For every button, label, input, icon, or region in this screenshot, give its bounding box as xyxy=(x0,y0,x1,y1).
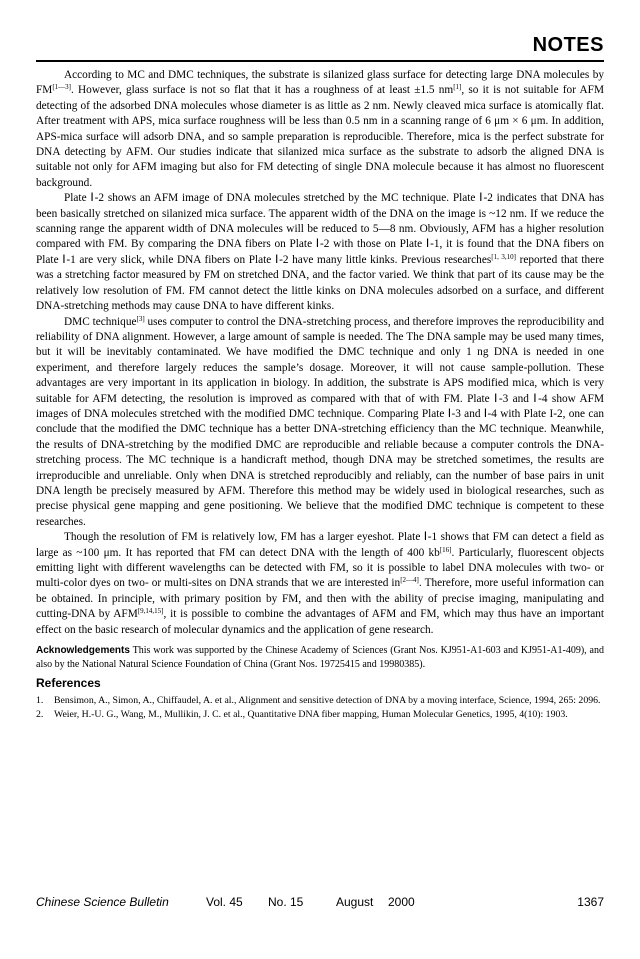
paragraph-text: . Therefore, more useful information can be obtained. In principle, with primary position by FM, and then with the ability of precise imaging, manipulating and cutting-DNA by AFM xyxy=(36,577,605,621)
paragraphs xyxy=(36,68,604,638)
footer-number: No. 15 xyxy=(268,895,304,909)
header-rule xyxy=(36,60,604,62)
paragraph-text: . Particularly, fluorescent objects emitting light with different wavelengths can be detected with FM, so it is possible to label DNA molecules with two- or multi-color dyes on two- or multi-sites on DNA strands that we are interested in xyxy=(36,546,604,590)
paragraph-text: According to MC and DMC techniques, the substrate is silanized glass surface for detecting large DNA molecules by FM xyxy=(36,69,604,97)
reference-list xyxy=(36,694,604,721)
footer-journal: Chinese Science Bulletin xyxy=(36,895,169,909)
citation-superscript: [9,14,15] xyxy=(137,607,164,616)
reference-item xyxy=(36,694,604,708)
footer-volume: Vol. 45 xyxy=(206,895,243,909)
paragraph-text: reported that there was a stretching factor measured by FM on stretched DNA, and the factor varied. We think that part of its cause may be the relatively low resolution of FM. FM cannot detect the little kinks on DNA molecules adsorbed on a surface, and different DNA-stretching methods may cause DNA to have different kinks. xyxy=(36,253,604,313)
body-paragraph xyxy=(36,530,604,638)
references-heading: References xyxy=(36,676,101,691)
citation-superscript: [1] xyxy=(453,83,462,92)
reference-text: Bensimon, A., Simon, A., Chiffaudel, A. et al., Alignment and sensitive detection of DNA by a moving interface, Science, 1994, 265: 2096. xyxy=(54,695,601,707)
citation-superscript: [2—4] xyxy=(400,576,419,585)
paragraph-text: DMC technique xyxy=(64,315,137,328)
reference-number: 1. xyxy=(36,695,44,707)
reference-text: Weier, H.-U. G., Wang, M., Mullikin, J. C. et al., Quantitative DNA fiber mapping, Human Molecular Genetics, 1995, 4(10): 1903. xyxy=(54,708,568,720)
paragraph-text: , so it is not suitable for AFM detecting of the adsorbed DNA molecules whose diameter is as little as 2 nm. Newly cleaved mica surface is atomically flat. After treatment with APS, mica surface roughness will be less than 0.5 nm in a scanning range of 6 μm × 6 μm. In addition, APS-mica surface will adsorb DNA, and so sample preparation is reproducible. Therefore, mica is the perfect substrate for DNA detecting by AFM. Our studies indicate that silanized mica surface as the substrate to adsorb the aligned DNA is suitable not only for AFM imaging but also for FM detecting of single DNA molecule because it has almost no fluorescent background. xyxy=(36,84,605,189)
paragraph-text: , it is possible to combine the advantages of AFM and FM, which may thus have an important effect on the basic research of molecular dynamics and the application of gene research. xyxy=(36,608,605,636)
body-paragraph xyxy=(36,68,604,191)
page-number: 1367 xyxy=(577,895,604,909)
citation-superscript: [1, 3,10] xyxy=(491,252,516,261)
reference-number: 2. xyxy=(36,708,44,720)
acknowledgements-text: This work was supported by the Chinese Academy of Sciences (Grant Nos. KJ951-A1-603 and KJ951-A1-409), and also by the National Natural Science Foundation of China (Grant Nos. 19725415 and 19980385). xyxy=(36,645,604,670)
citation-superscript: [16] xyxy=(439,545,452,554)
citation-superscript: [1—3] xyxy=(52,83,71,92)
section-title: NOTES xyxy=(532,34,604,56)
reference-item xyxy=(36,708,604,722)
paragraph-text: Though the resolution of FM is relatively low, FM has a larger eyeshot. Plate Ⅰ-1 shows that FM can detect a field as large as ~100 μm. It has reported that FM can detect DNA with the length of 400 kb xyxy=(36,531,604,559)
body-paragraph xyxy=(36,315,604,531)
citation-superscript: [3] xyxy=(136,314,145,323)
paragraph-text: . However, glass surface is not so flat that it has a roughness of at least ±1.5 nm xyxy=(71,84,454,97)
body-paragraph xyxy=(36,191,604,314)
paragraph-text: Plate Ⅰ-2 shows an AFM image of DNA molecules stretched by the MC technique. Plate Ⅰ-2 indicates that DNA has been basically stretched on silanized mica surface. The apparent width of the DNA on the image is ~12 nm. If we reduce the scanning range the apparent width of DNA molecules will be reduced to 5—8 nm. Obviously, AFM has a higher resolution compared with FM. By comparing the DNA fibers on Plate Ⅰ-2 with those on Plate Ⅰ-1, it is found that the DNA fibers on Plate Ⅰ-1 are very slick, while DNA fibers on Plate Ⅰ-2 have many little kinks. Previous researches xyxy=(36,192,604,266)
acknowledgements-label: Acknowledgements xyxy=(36,645,130,657)
footer-year: 2000 xyxy=(388,895,415,909)
footer-month: August xyxy=(336,895,374,909)
paragraph-text: uses computer to control the DNA-stretching process, and therefore improves the reproducibility and reliability of DNA alignment. However, a large amount of sample is needed. The The DNA sample may be used many times, but it will be inevitably contaminated. We have modified the DMC technique and only 1 ng DNA is needed in one experiment, and therefore largely reduces the sample’s dosage. Moreover, it will not cause sample-pollution. These advantages are very important in its application in biology. In addition, the substrate is APS modified mica, which is very suitable for AFM detecting, the resolution is improved as compared with that of with FM. Plate Ⅰ-3 and Ⅰ-4 show AFM images of DNA molecules stretched with the modified DMC technique. Comparing Plate Ⅰ-3 and Ⅰ-4 with Plate I-2, one can conclude that the modified the DMC technique has a better DNA-stretching efficiency than the MC technique. Meanwhile, the results of DNA-stretching by the modified DMC are reproducible and reliable because a computer controls the DNA-stretching process. The MC technique is a handicraft method, though DNA may be stretched sometimes, the results are irreproducible and unreliable. Only when DNA is stretched reproducibly and reliably, can the number of base pairs in unit DNA length be precisely measured by AFM. Therefore this method may be widely used in biological researches, such as precise physical gene mapping and gene positioning. We believe that the modified DMC technique is competent to these researches. xyxy=(36,315,604,528)
acknowledgements xyxy=(36,644,604,671)
article-body xyxy=(36,68,604,721)
